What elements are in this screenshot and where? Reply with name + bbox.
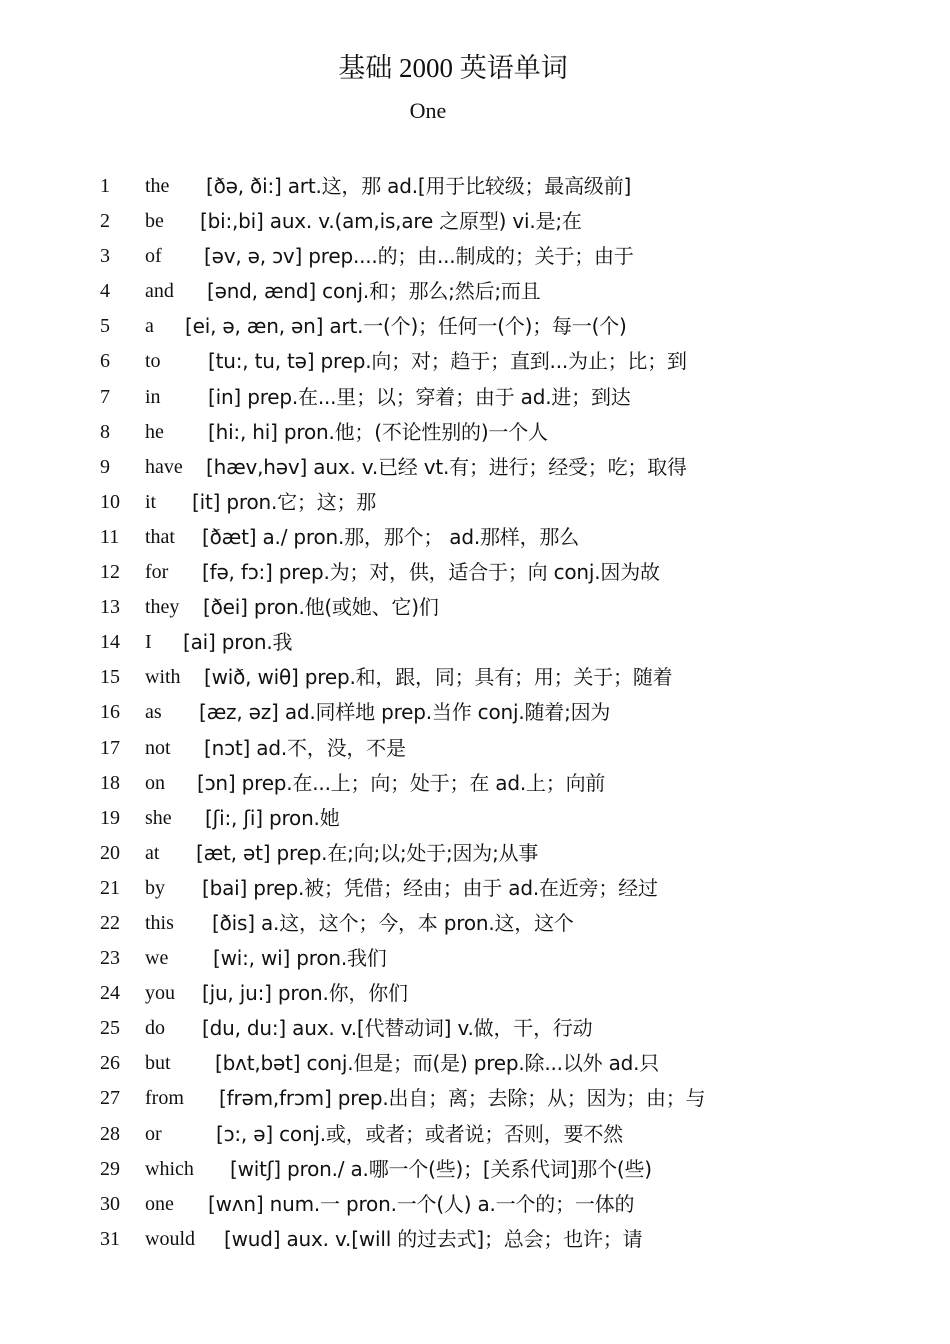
list-item — [0, 380, 950, 415]
entry-number: 19 — [100, 806, 120, 829]
entry-number: 22 — [100, 911, 120, 934]
entry-word: a — [145, 315, 154, 338]
entry-word: it — [145, 490, 157, 513]
entry-definition: [əv, ə, ɔv] prep....的；由...制成的；关于；由于 — [204, 244, 634, 269]
entry-word: I — [145, 631, 152, 654]
entry-word: we — [145, 947, 169, 970]
entry-word: or — [145, 1122, 162, 1145]
document-subtitle: One — [409, 98, 447, 123]
entry-number: 29 — [100, 1157, 120, 1180]
entry-definition: [bʌt,bət] conj.但是；而(是) prep.除...以外 ad.只 — [215, 1051, 660, 1076]
entry-word: one — [145, 1192, 174, 1215]
list-item — [0, 239, 950, 274]
entry-word: not — [145, 736, 171, 759]
entry-number: 30 — [100, 1192, 120, 1215]
entry-number: 17 — [100, 736, 120, 759]
entry-definition: [æz, əz] ad.同样地 prep.当作 conj.随着;因为 — [199, 700, 611, 725]
entry-number: 14 — [100, 631, 120, 654]
entry-number: 7 — [100, 385, 110, 408]
list-item — [0, 590, 950, 625]
entry-definition: [bai] prep.被；凭借；经由；由于 ad.在近旁；经过 — [202, 875, 658, 900]
entry-word: you — [145, 982, 175, 1005]
entry-word: would — [145, 1227, 195, 1250]
entry-definition: [du, du:] aux. v.[代替动词] v.做，干，行动 — [202, 1016, 593, 1041]
entry-definition: [hi:, hi] pron.他；(不论性别的)一个人 — [208, 419, 548, 444]
entry-number: 16 — [100, 701, 120, 724]
list-item — [0, 450, 950, 485]
list-item — [0, 485, 950, 520]
entry-word: from — [145, 1087, 184, 1110]
entry-definition: [wʌn] num.一 pron.一个(人) a.一个的；一体的 — [208, 1191, 635, 1216]
entry-definition: [ɔ:, ə] conj.或，或者；或者说；否则，要不然 — [216, 1121, 623, 1146]
list-item — [0, 836, 950, 871]
entry-definition: [wi:, wi] pron.我们 — [213, 946, 387, 971]
entry-definition: [ʃi:, ʃi] pron.她 — [205, 805, 340, 830]
entry-number: 27 — [100, 1087, 120, 1110]
entry-definition: [ðei] pron.他(或她、它)们 — [203, 595, 439, 620]
entry-word: as — [145, 701, 162, 724]
entry-word: but — [145, 1052, 171, 1075]
entry-definition: [hæv,həv] aux. v.已经 vt.有；进行；经受；吃；取得 — [206, 454, 687, 479]
entry-word: and — [145, 280, 174, 303]
list-item — [0, 1011, 950, 1046]
list-item — [0, 1046, 950, 1081]
list-item — [0, 274, 950, 309]
entry-definition: [in] prep.在...里；以；穿着；由于 ad.进；到达 — [208, 384, 631, 409]
entry-word: to — [145, 350, 161, 373]
entry-definition: [ei, ə, æn, ən] art.一(个)；任何一(个)；每一(个) — [185, 314, 627, 339]
entry-definition: [fə, fɔ:] prep.为；对，供，适合于；向 conj.因为故 — [202, 560, 660, 585]
entry-definition: [æt, ət] prep.在;向;以;处于;因为;从事 — [196, 840, 539, 865]
entry-definition: [ðæt] a./ pron.那，那个； ad.那样，那么 — [202, 524, 580, 549]
entry-definition: [wið, wiθ] prep.和，跟，同；具有；用；关于；随着 — [204, 665, 673, 690]
entry-number: 25 — [100, 1017, 120, 1040]
list-item — [0, 555, 950, 590]
entry-definition: [wud] aux. v.[will 的过去式]；总会；也许；请 — [224, 1226, 643, 1251]
entry-definition: [ðis] a.这，这个；今，本 pron.这，这个 — [212, 910, 574, 935]
entry-definition: [ju, ju:] pron.你，你们 — [202, 981, 408, 1006]
entry-number: 9 — [100, 455, 110, 478]
entry-number: 2 — [100, 210, 110, 233]
entry-definition: [nɔt] ad.不，没，不是 — [204, 735, 406, 760]
entry-number: 31 — [100, 1227, 120, 1250]
entry-number: 13 — [100, 596, 120, 619]
entry-word: have — [145, 455, 183, 478]
entry-number: 1 — [100, 175, 110, 197]
entry-word: she — [145, 806, 172, 829]
list-item — [0, 801, 950, 836]
list-item — [0, 976, 950, 1011]
entry-word: he — [145, 420, 164, 443]
entry-number: 10 — [100, 490, 120, 513]
entry-word: they — [145, 596, 180, 619]
entry-number: 6 — [100, 350, 110, 373]
entry-word: in — [145, 385, 161, 408]
entry-definition: [ɔn] prep.在...上；向；处于；在 ad.上；向前 — [197, 770, 606, 795]
entry-word: that — [145, 525, 175, 548]
list-item — [0, 871, 950, 906]
entry-definition: [ənd, ænd] conj.和；那么;然后;而且 — [207, 279, 541, 304]
word-list — [0, 169, 950, 1257]
list-item — [0, 625, 950, 660]
entry-word: on — [145, 771, 165, 794]
entry-definition: [it] pron.它；这；那 — [192, 489, 377, 514]
entry-word: with — [145, 666, 181, 689]
entry-number: 4 — [100, 280, 110, 303]
list-item — [0, 941, 950, 976]
list-item — [0, 520, 950, 555]
list-item — [0, 1152, 950, 1187]
entry-number: 5 — [100, 315, 110, 338]
list-item — [0, 204, 950, 239]
entry-number: 26 — [100, 1052, 120, 1075]
entry-word: for — [145, 561, 169, 584]
list-item — [0, 309, 950, 344]
list-item — [0, 906, 950, 941]
list-item — [0, 1187, 950, 1222]
entry-number: 8 — [100, 420, 110, 443]
document-title: 基础 2000 英语单词 — [338, 53, 568, 83]
entry-definition: [bi:,bi] aux. v.(am,is,are 之原型) vi.是;在 — [200, 209, 582, 234]
entry-number: 20 — [100, 841, 120, 864]
list-item — [0, 344, 950, 379]
entry-definition: [witʃ] pron./ a.哪一个(些)；[关系代词]那个(些) — [230, 1156, 652, 1181]
entry-number: 21 — [100, 876, 120, 899]
list-item — [0, 695, 950, 730]
list-item — [0, 1081, 950, 1116]
entry-definition: [ðə, ði:] art.这，那 ad.[用于比较级；最高级前] — [206, 174, 632, 198]
list-item — [0, 766, 950, 801]
entry-word: of — [145, 245, 162, 268]
list-item — [0, 1222, 950, 1257]
entry-word: by — [145, 876, 165, 899]
entry-number: 15 — [100, 666, 120, 689]
entry-word: be — [145, 210, 164, 233]
entry-definition: [tu:, tu, tə] prep.向；对；趋于；直到...为止；比；到 — [208, 349, 687, 374]
entry-word: the — [145, 175, 170, 197]
entry-word: which — [145, 1157, 194, 1180]
entry-definition: [ai] pron.我 — [183, 630, 293, 655]
entry-number: 23 — [100, 947, 120, 970]
list-item — [0, 1117, 950, 1152]
entry-definition: [frəm,frɔm] prep.出自；离；去除；从；因为；由；与 — [219, 1086, 706, 1111]
entry-word: do — [145, 1017, 165, 1040]
entry-word: at — [145, 841, 160, 864]
entry-number: 18 — [100, 771, 120, 794]
list-item — [0, 660, 950, 695]
entry-word: this — [145, 911, 174, 934]
entry-number: 24 — [100, 982, 120, 1005]
list-item — [0, 415, 950, 450]
list-item — [0, 169, 950, 204]
entry-number: 28 — [100, 1122, 120, 1145]
entry-number: 12 — [100, 561, 120, 584]
entry-number: 11 — [100, 525, 120, 548]
entry-number: 3 — [100, 245, 110, 268]
list-item — [0, 731, 950, 766]
